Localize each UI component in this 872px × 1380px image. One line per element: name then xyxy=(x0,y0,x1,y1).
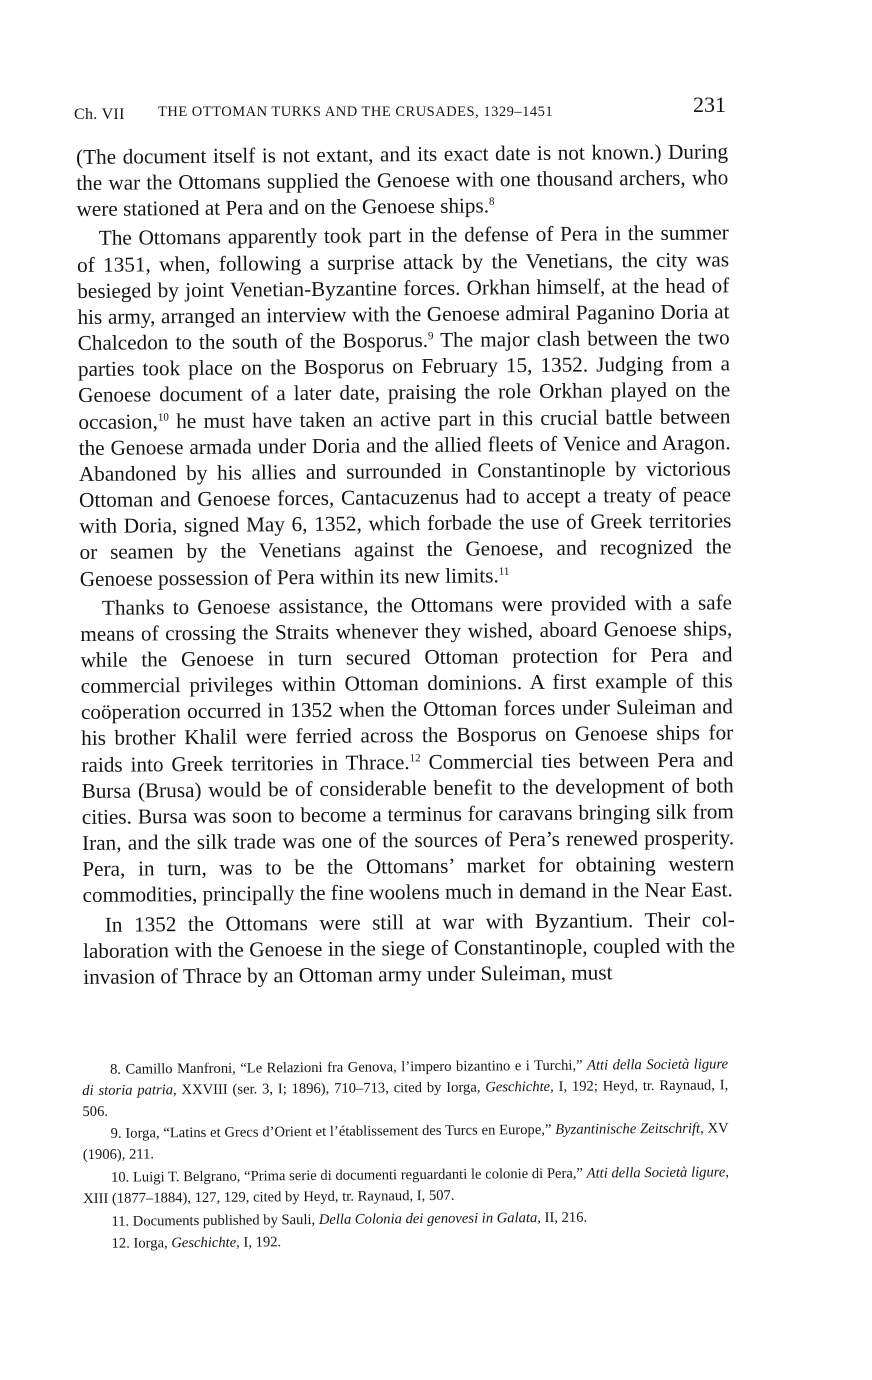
text-run: XXVIII (ser. 3, I; 1896), 710–713, cited by Iorga, xyxy=(176,1079,486,1098)
chapter-label: Ch. VII xyxy=(74,106,125,123)
text-run: (The document itself is not extant, and its exact date is not known.) During the war the Ottomans supplied the Genoese with one thousand archers, who were stationed at Pera and on the Genoese ships. xyxy=(76,139,729,222)
text-run: XV (1906), 211. xyxy=(82,1120,729,1164)
text-run: Commercial ties between Pera and Bursa (Brusa) would be of considerable benefit to the development of both cities. Bursa was soon to become a terminus for caravans bringing silk from Iran, and the silk trade was one of the sources of Pera’s renewed prosperity. Pera, in turn, was to be the Ottomans’ market for obtaining western commodities, principally the fine woolens much in demand in the Near East. xyxy=(81,746,735,908)
paragraph xyxy=(80,589,735,909)
text-run: 12. Iorga, xyxy=(111,1235,172,1253)
text-run: 9. Iorga, “Latins et Grecs d’Orient et l’établissement des Turcs en Europe,” xyxy=(110,1122,556,1143)
body-text xyxy=(76,138,735,990)
text-run: The major clash between the two parties took place on the Bosporus on February 15, 1352. Judging from a Genoese document of a later date, praising the role Orkhan played on the occasion, xyxy=(77,325,731,434)
text-run: I, 192; Heyd, tr. Raynaud, I, 506. xyxy=(82,1077,729,1120)
paragraph xyxy=(76,138,729,222)
italic-text: Geschichte, xyxy=(171,1235,240,1252)
paragraph xyxy=(83,906,736,990)
footnote-ref: 10 xyxy=(157,411,169,424)
footnote xyxy=(83,1206,729,1232)
footnote-ref: 9 xyxy=(427,330,434,343)
italic-text: Atti della Società ligure di storia patria, xyxy=(82,1056,729,1099)
text-run: Thanks to Genoese assistance, the Ottomans were provided with a safe means of crossing the Straits whenever they wished, aboard Genoese ships, while the Genoese in turn secured Ottoman protection for Pera and commercial privileges within Ottoman dominions. A first example of this coöperation occurred in 1352 when the Ottoman forces under Suleiman and his brother Khalil were ferried across the Bosporus on Genoese ships for raids into Greek territories in Thrace. xyxy=(80,589,734,777)
page-number: 231 xyxy=(693,92,726,117)
italic-text: Della Colonia dei genovesi in Galata, xyxy=(318,1209,541,1228)
running-title: THE OTTOMAN TURKS AND THE CRUSADES, 1329–1451 xyxy=(158,104,554,120)
italic-text: Atti della Società ligure, xyxy=(586,1164,730,1182)
text-run: 8. Camillo Manfroni, “Le Relazioni fra Genova, l’impero bizantino e i Turchi,” xyxy=(110,1057,588,1078)
footnote xyxy=(83,1162,729,1209)
footnote-ref: 11 xyxy=(498,565,510,578)
text-run: 11. Documents published by Sauli, xyxy=(111,1211,319,1230)
text-run: The Ottomans apparently took part in the defense of Pera in the summer of 1351, when, following a surprise attack by the Venetians, the city was besieged by joint Venetian-Byzantine forces. Orkhan himself, at the head of his army, arranged an interview with the Genoese admiral Paganino Doria at Chalcedon to the south of the Bosporus. xyxy=(76,220,730,356)
footnote-ref: 12 xyxy=(409,751,421,765)
text-run: 10. Luigi T. Belgrano, “Prima serie di documenti reguardanti le colonie di Pera,” xyxy=(110,1165,587,1186)
italic-text: Geschichte, xyxy=(485,1078,554,1096)
footnote xyxy=(84,1229,730,1255)
footnote-ref: 8 xyxy=(488,195,495,209)
text-run: II, 216. xyxy=(540,1209,588,1226)
text-run: XIII (1877–1884), 127, 129, cited by Heyd, tr. Raynaud, I, 507. xyxy=(83,1187,455,1207)
paragraph xyxy=(77,220,732,592)
footnote xyxy=(82,1054,729,1122)
italic-text: Byzantinische Zeitschrift, xyxy=(555,1120,704,1139)
footnote xyxy=(83,1119,729,1166)
text-run: I, 192. xyxy=(239,1234,282,1252)
text-run: he must have taken an active part in this crucial battle between the Genoese armada under Doria and the allied fleets of Venice and Aragon. Abandoned by his allies and surrounded in Constantinople by victorious Ottoman and Genoese forces, Cantacuzenus had to accept a treaty of peace with Doria, signed May 6, 1352, which forbade the use of Greek territories or seamen by the Venetians against the Genoese, and recognized the Genoese possession of Pera within its new limits. xyxy=(78,403,732,591)
footnotes xyxy=(82,1054,730,1257)
text-run: In 1352 the Ottomans were still at war with Byzantium. Their collaboration with the Genoese in the siege of Constantinople, coupled with the invasion of Thrace by an Ottoman army under Suleiman, must xyxy=(82,906,736,989)
running-header xyxy=(74,92,726,126)
